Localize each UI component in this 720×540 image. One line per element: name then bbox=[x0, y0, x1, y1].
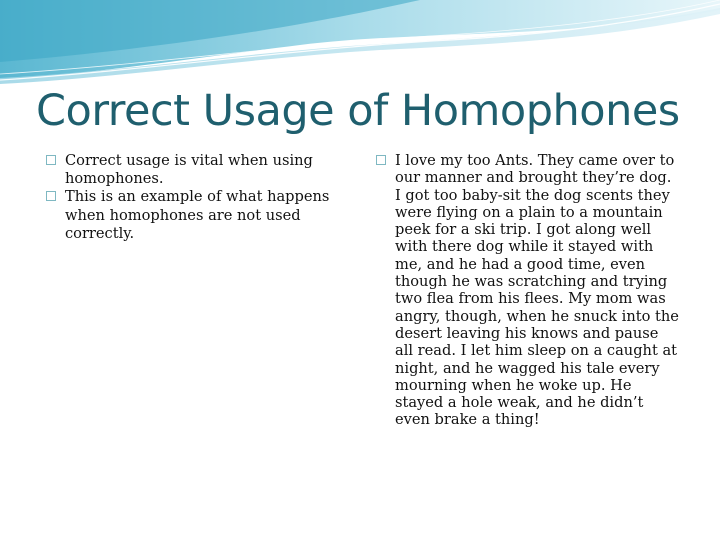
square-bullet-icon bbox=[46, 155, 56, 165]
list-item bbox=[46, 152, 346, 188]
bullet-text: This is an example of what happens when homophones are not used correctly. bbox=[65, 188, 330, 242]
slide-title: Correct Usage of Homophones bbox=[36, 86, 680, 136]
list-item bbox=[376, 152, 681, 429]
bullet-text: Correct usage is vital when using homophones. bbox=[65, 152, 313, 188]
square-bullet-icon bbox=[46, 191, 56, 201]
left-bullet-list bbox=[46, 152, 346, 243]
decorative-wave-header bbox=[0, 0, 720, 90]
list-item bbox=[46, 188, 346, 243]
right-bullet-list bbox=[376, 152, 681, 429]
square-bullet-icon bbox=[376, 155, 386, 165]
bullet-text: I love my too Ants. They came over to our manner and brought they’re dog. I got too baby-sit the dog scents they were flying on a plain to a mountain peek for a ski trip. I got along well with there dog while it stayed with me, and he had a good time, even though he was scratching and trying two flea from his flees. My mom was angry, though, when he snuck into the desert leaving his knows and pause all read. I let him sleep on a caught at night, and he wagged his tale every mourning when he woke up. He stayed a hole weak, and he didn’t even brake a thing! bbox=[395, 152, 679, 429]
